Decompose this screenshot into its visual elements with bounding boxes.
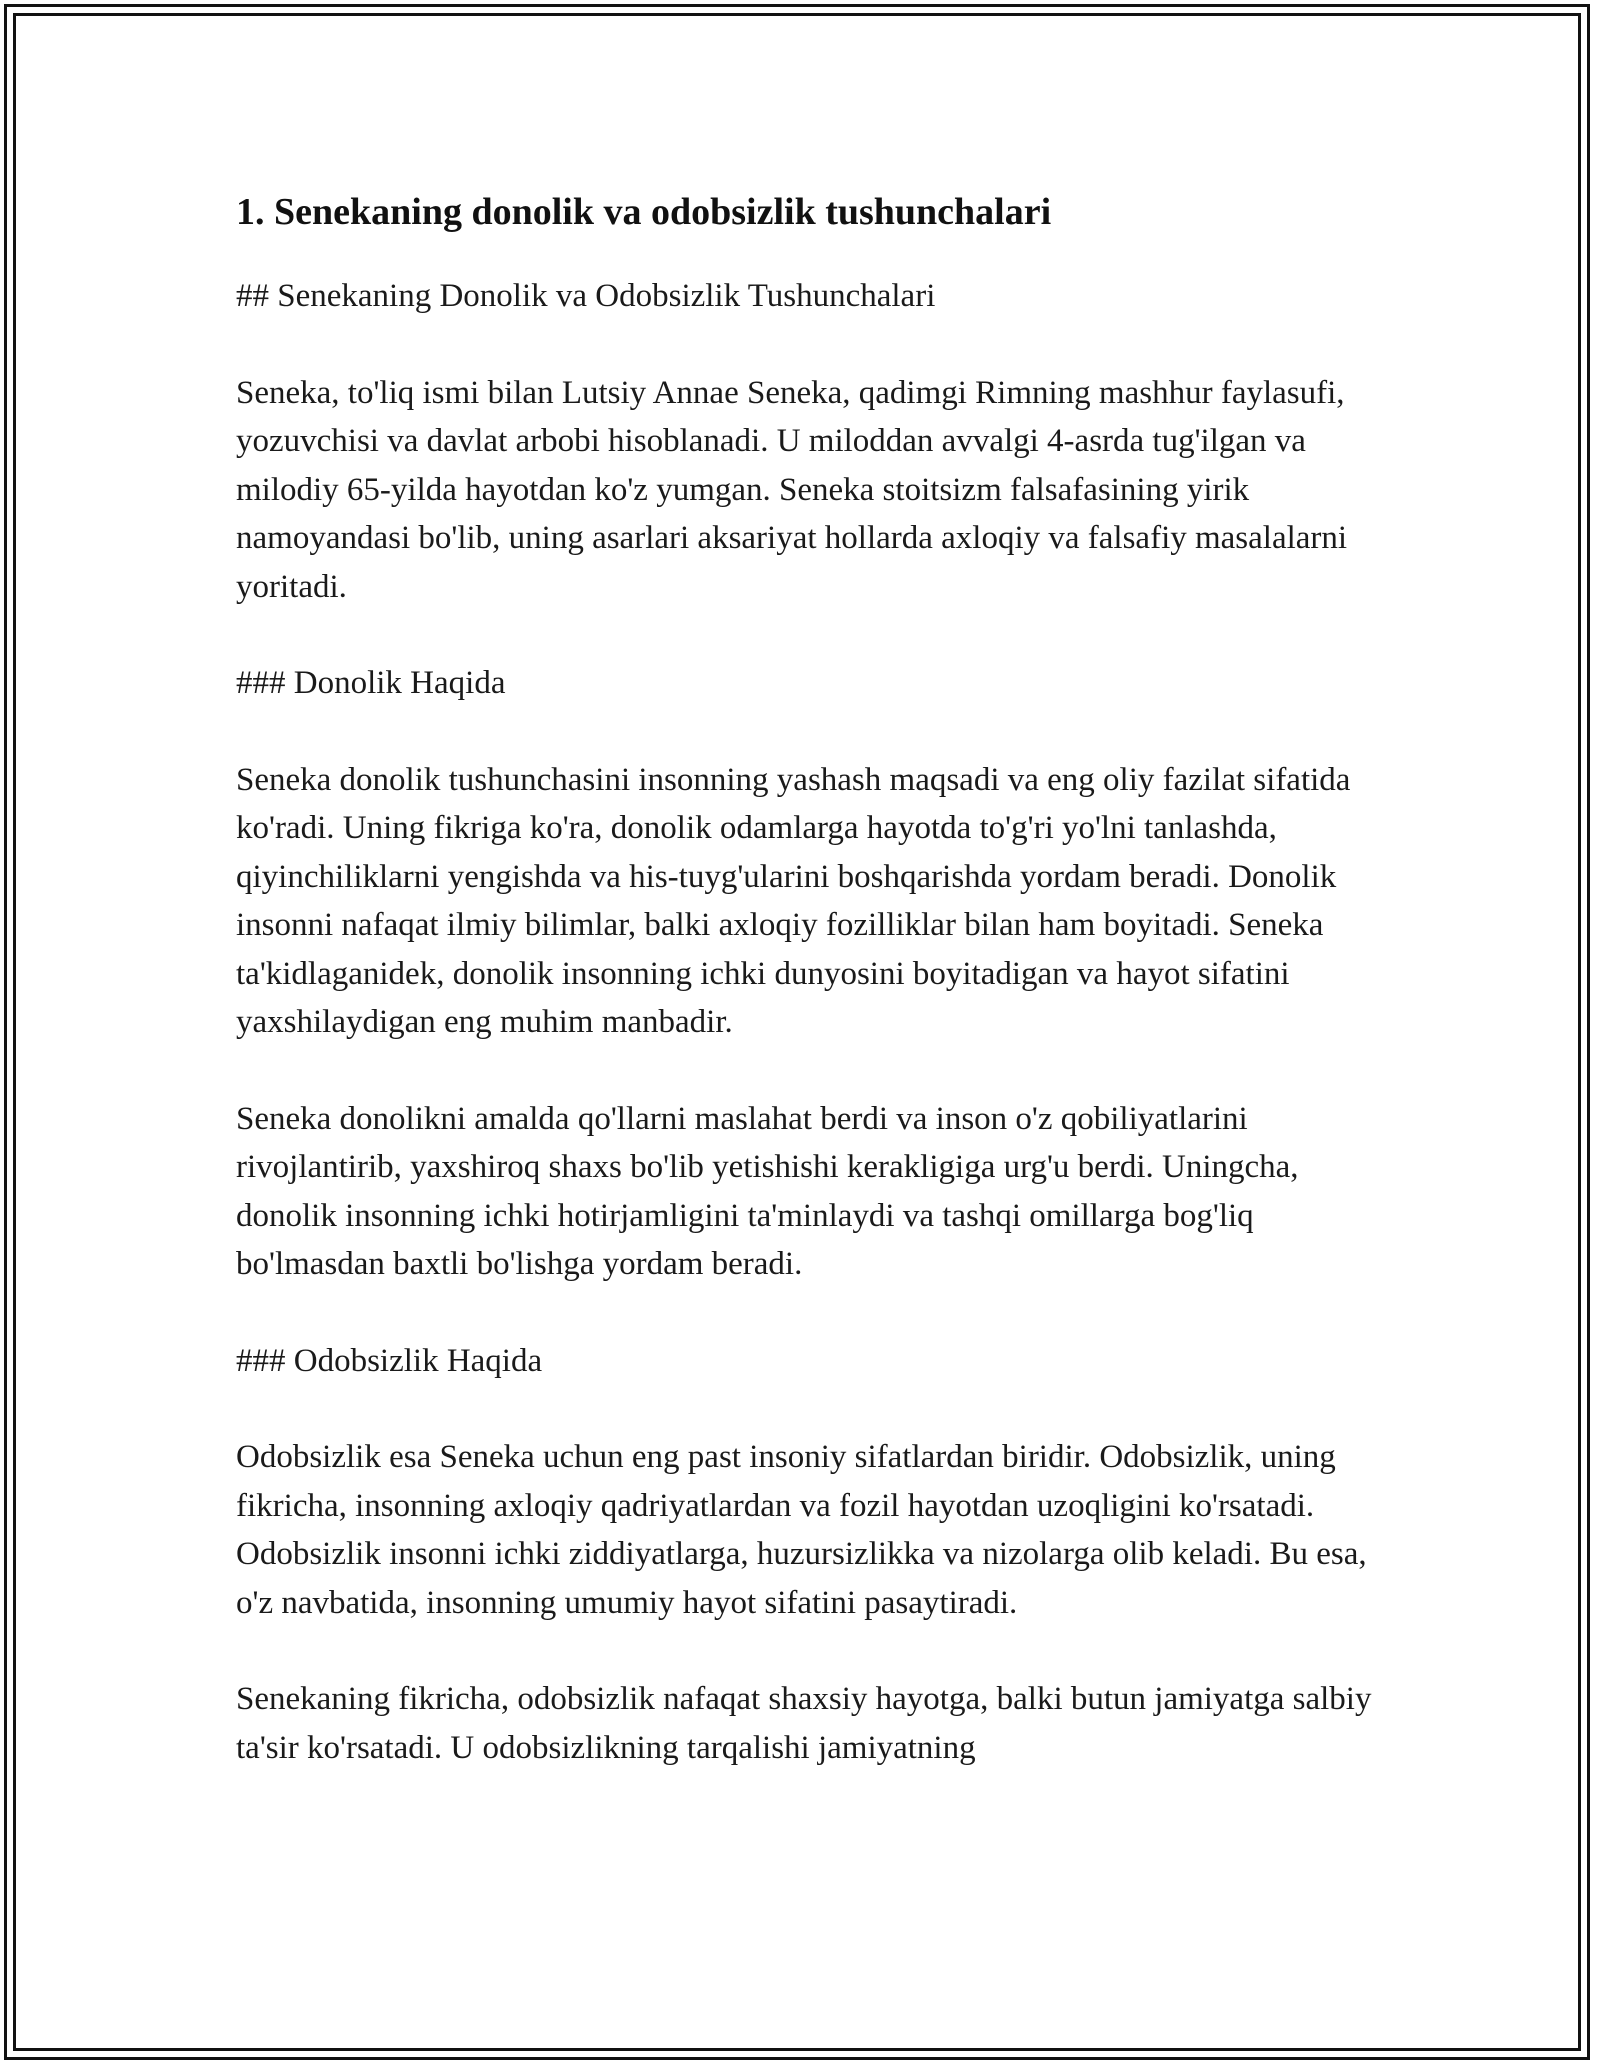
document-body [236,184,1376,1820]
paragraph-donolik-2: Seneka donolikni amalda qo'llarni maslahat berdi va inson o'z qobiliyatlarini rivojlantirib, yaxshiroq shaxs bo'lib yetishishi kerakligiga urg'u berdi. Uningcha, donolik insonning ichki hotirjamligini ta'minlaydi va tashqi omillarga bog'liq bo'lmasdan baxtli bo'lishga yordam beradi. [236,1100,1299,1282]
section-heading-odobsizlik: ### Odobsizlik Haqida [236,1342,543,1379]
section-heading-main: ## Senekaning Donolik va Odobsizlik Tushunchalari [236,278,936,314]
paragraph-intro: Seneka, to'liq ismi bilan Lutsiy Annae Seneka, qadimgi Rimning mashhur faylasufi, yozuvchisi va davlat arbobi hisoblanadi. U miloddan avvalgi 4-asrda tug'ilgan va milodiy 65-yilda hayotdan ko'z yumgan. Seneka stoitsizm falsafasining yirik namoyandasi bo'lib, uning asarlari aksariyat hollarda axloqiy va falsafiy masalalarni yoritadi. [236,374,1348,605]
paragraph-odobsizlik-2: Senekaning fikricha, odobsizlik nafaqat shaxsiy hayotga, balki butun jamiyatga salbiy ta'sir ko'rsatadi. U odobsizlikning tarqalishi jamiyatning [236,1681,1372,1766]
section-heading-donolik: ### Donolik Haqida [236,665,506,701]
paragraph-donolik-1: Seneka donolik tushunchasini insonning yashash maqsadi va eng oliy fazilat sifatida ko'radi. Uning fikriga ko'ra, donolik odamlarga hayotda to'g'ri yo'lni tanlashda, qiyinchiliklarni yengishda va his-tuyg'ularini boshqarishda yordam beradi. Donolik insonni nafaqat ilmiy bilimlar, balki axloqiy fozilliklar bilan ham boyitadi. Seneka ta'kidlaganidek, donolik insonning ichki dunyosini boyitadigan va hayot sifatini yaxshilaydigan eng muhim manbadir. [236,761,1351,1040]
paragraph-odobsizlik-1: Odobsizlik esa Seneka uchun eng past insoniy sifatlardan biridir. Odobsizlik, uning fikricha, insonning axloqiy qadriyatlardan va fozil hayotdan uzoqligini ko'rsatadi. Odobsizlik insonni ichki ziddiyatlarga, huzursizlikka va nizolarga olib keladi. Bu esa, o'z navbatida, insonning umumiy hayot sifatini pasaytiradi. [236,1439,1367,1621]
document-title: 1. Senekaning donolik va odobsizlik tushunchalari [236,191,1052,233]
